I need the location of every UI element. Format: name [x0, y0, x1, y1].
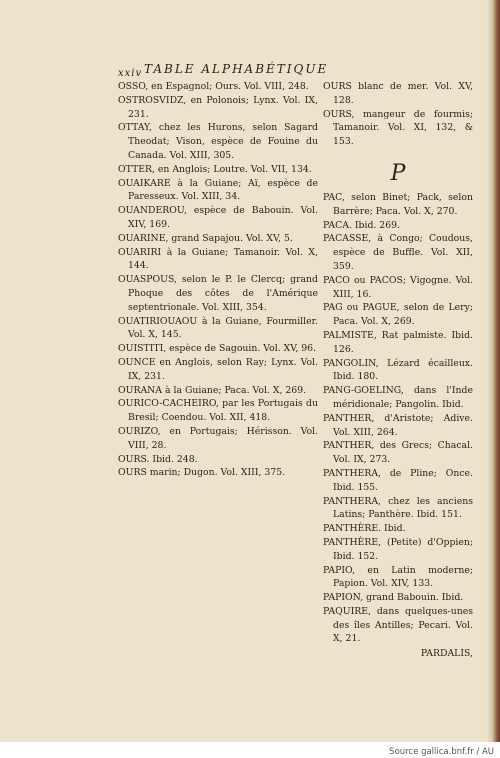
index-entry: PANTHERA, chez les anciens Latins; Panthère. Ibid. 151.: [323, 495, 473, 521]
index-entry: PANG-GOELING, dans l'Inde méridionale; Pangolin. Ibid.: [323, 385, 473, 410]
index-entry: OUAIKARE à la Guiane; Aï, espèce de Paresseux. Vol. XIII, 34.: [118, 177, 318, 203]
index-entry: PAPIO, en Latin moderne; Papion. Vol. XIV, 133.: [323, 564, 473, 590]
index-entry: PANTHER, des Grecs; Chacal. Vol. IX, 273.: [323, 440, 473, 466]
index-entry: OTTAY, chez les Hurons, selon Sagard Theodat; Vison, espèce de Fouine du Canada. Vol. XIII, 305.: [118, 122, 318, 161]
index-entry: OURS, mangeur de fourmis; Tamanoir. Vol. XI, 132, & 153.: [323, 108, 473, 148]
index-entry: OUARIRI à la Guiane; Tamanoir. Vol. X, 144.: [118, 246, 318, 272]
page-title: TABLE ALPHABÉTIQUE: [144, 62, 329, 76]
right-column: [323, 80, 473, 661]
index-entry: OURS. Ibid. 248.: [118, 453, 198, 465]
index-entry: OSTROSVIDZ, en Polonois; Lynx. Vol. IX, 231.: [118, 94, 318, 120]
index-entry: PACASSE, à Congo; Coudous, espèce de Buffle. Vol. XII, 359.: [323, 233, 473, 272]
index-entry: OUISTITI, espèce de Sagouin. Vol. XV, 96.: [118, 343, 317, 355]
index-entry: OURIZO, en Portugais; Hérisson. Vol. VIII, 28.: [118, 425, 318, 451]
index-entry: PAG ou PAGUE, selon de Lery; Paca. Vol. X, 269.: [323, 302, 473, 328]
index-entry: OUNCE en Anglois, selon Ray; Lynx. Vol. IX, 231.: [118, 356, 318, 382]
index-entry: OURS marin; Dugon. Vol. XIII, 375.: [118, 467, 286, 479]
index-entry: PAPION, grand Babouin. Ibid.: [323, 592, 464, 604]
index-entry: OUARINE, grand Sapajou. Vol. XV, 5.: [118, 232, 293, 244]
index-entry: PANTHER, d'Aristote; Adive. Vol. XIII, 264.: [323, 412, 473, 438]
index-entry: OSSO, en Espagnol; Ours. Vol. VIII, 248.: [118, 81, 309, 92]
index-entry: PANTHÈRE. Ibid.: [323, 523, 406, 535]
left-column: [118, 80, 318, 480]
source-credit: Source gallica.bnf.fr / AU: [389, 747, 494, 757]
index-entry: OURICO-CACHEIRO, par les Portugais du Bresil; Coendou. Vol. XII, 418.: [118, 398, 318, 424]
index-entry: PACA. Ibid. 269.: [323, 219, 401, 231]
index-entry: OURANA à la Guiane; Paca. Vol. X, 269.: [118, 384, 307, 396]
book-edge: [493, 0, 500, 742]
index-entry: PANTHÈRE, (Petite) d'Oppien; Ibid. 152.: [323, 536, 473, 562]
section-letter: P: [390, 160, 406, 186]
page-number: xxiv: [118, 68, 143, 79]
index-entry: PANTHERA, de Pline; Once. Ibid. 155.: [323, 467, 473, 493]
index-entry: PANGOLIN, Lézard écailleux. Ibid. 180.: [323, 357, 473, 383]
index-entry: OURS blanc de mer. Vol. XV, 128.: [323, 81, 473, 106]
index-entry: OUATIRIOUAOU à la Guiane, Fourmiller. Vol. X, 145.: [118, 315, 318, 341]
catchword: PARDALIS,: [420, 648, 473, 660]
index-entry: OUASPOUS, selon le P. le Clercq; grand Phoque des côtes de l'Amérique septentrionale. Vol. XIII, 354.: [118, 274, 318, 313]
index-entry: PACO ou PACOS; Vigogne. Vol. XIII, 16.: [323, 274, 473, 300]
index-entry: PAQUIRE, dans quelques-unes des îles Antilles; Pecari. Vol. X, 21.: [323, 605, 473, 645]
index-entry: OUANDEROU, espèce de Babouin. Vol. XIV, 169.: [118, 205, 318, 230]
index-entry: PALMISTE, Rat palmiste. Ibid. 126.: [323, 329, 473, 355]
index-entry: PAC, selon Binet; Pack, selon Barrère; Paca. Vol. X, 270.: [323, 191, 473, 217]
index-entry: OTTER, en Anglois; Loutre. Vol. VII, 134.: [118, 163, 312, 175]
